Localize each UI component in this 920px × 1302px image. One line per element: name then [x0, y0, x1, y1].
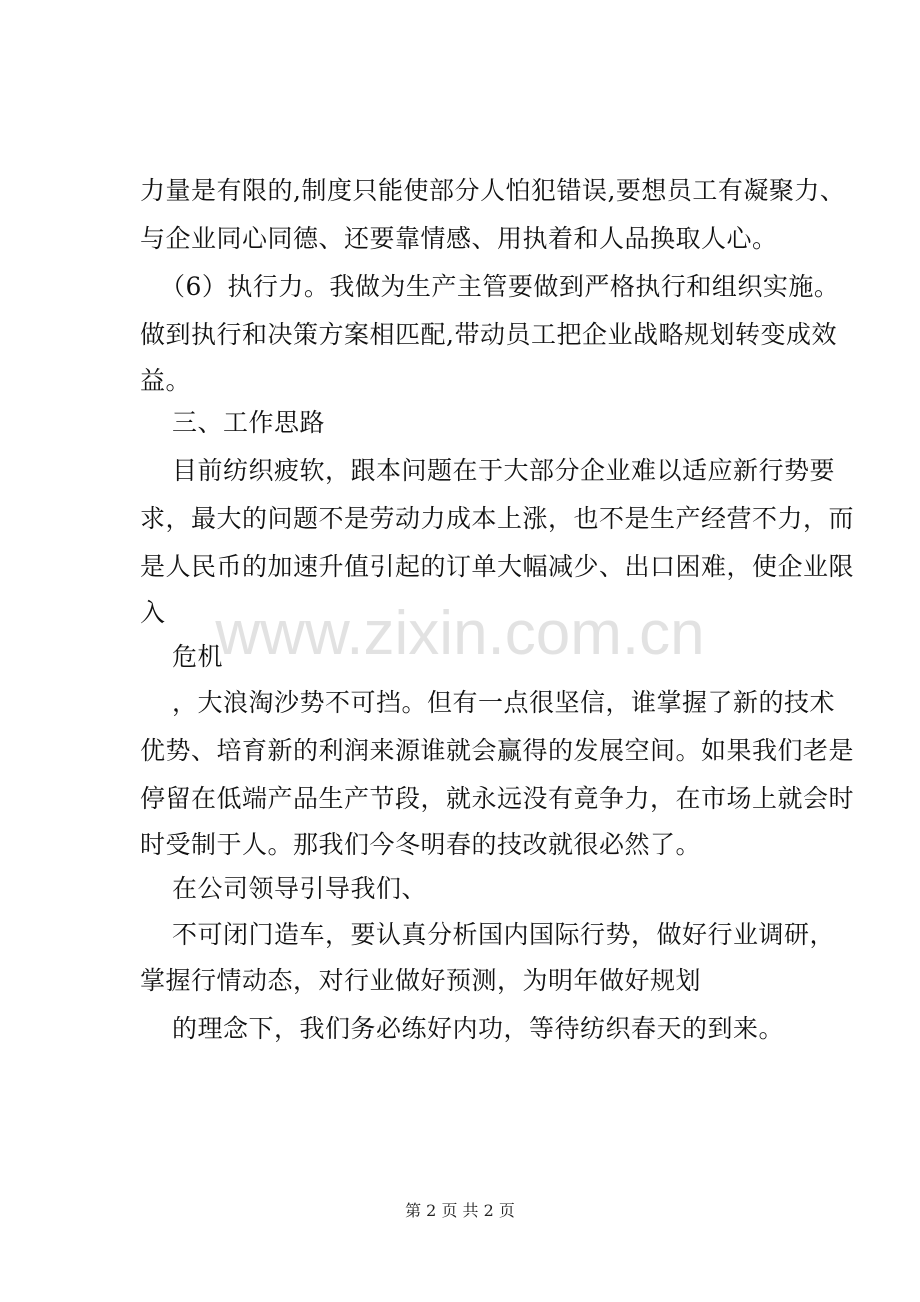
body-line-16: 在公司领导引导我们、 — [172, 874, 428, 903]
body-line-3: （6）执行力。我做为生产主管要做到严格执行和组织实施。 — [160, 272, 840, 301]
body-line-11: 危机 — [172, 642, 224, 671]
body-line-1: 力量是有限的,制度只能使部分人怕犯错误,要想员工有凝聚力、 — [140, 176, 846, 205]
body-line-8: 求，最大的问题不是劳动力成本上涨，也不是生产经营不力，而 — [140, 504, 855, 533]
body-line-17: 不可闭门造车，要认真分析国内国际行势，做好行业调研， — [172, 920, 836, 949]
body-line-19: 的理念下，我们务必练好内功，等待纺织春天的到来。 — [172, 1014, 785, 1043]
body-line-14: 停留在低端产品生产节段，就永远没有竟争力，在市场上就会时 — [140, 784, 855, 813]
body-line-13: 优势、培育新的利润来源谁就会赢得的发展空间。如果我们老是 — [140, 736, 855, 765]
body-line-2: 与企业同心同德、还要靠情感、用执着和人品换取人心。 — [140, 224, 778, 253]
body-line-10: 入 — [140, 598, 166, 627]
body-line-12: ，大浪淘沙势不可挡。但有一点很坚信，谁掌握了新的技术 — [172, 688, 836, 717]
body-line-5: 益。 — [140, 366, 192, 395]
body-line-18: 掌握行情动态，对行业做好预测，为明年做好规划 — [140, 966, 702, 995]
body-line-15: 时受制于人。那我们今冬明春的技改就很必然了。 — [140, 830, 702, 859]
watermark: www.zixin.com.cn — [215, 599, 705, 668]
page-number-footer: 第 2 页 共 2 页 — [405, 1201, 515, 1220]
section-heading: 三、工作思路 — [172, 408, 326, 437]
body-line-4: 做到执行和决策方案相匹配,带动员工把企业战略规划转变成效 — [140, 320, 837, 349]
body-line-9: 是人民币的加速升值引起的订单大幅减少、出口困难，使企业限 — [140, 552, 855, 581]
body-line-7: 目前纺织疲软，跟本问题在于大部分企业难以适应新行势要 — [172, 456, 836, 485]
